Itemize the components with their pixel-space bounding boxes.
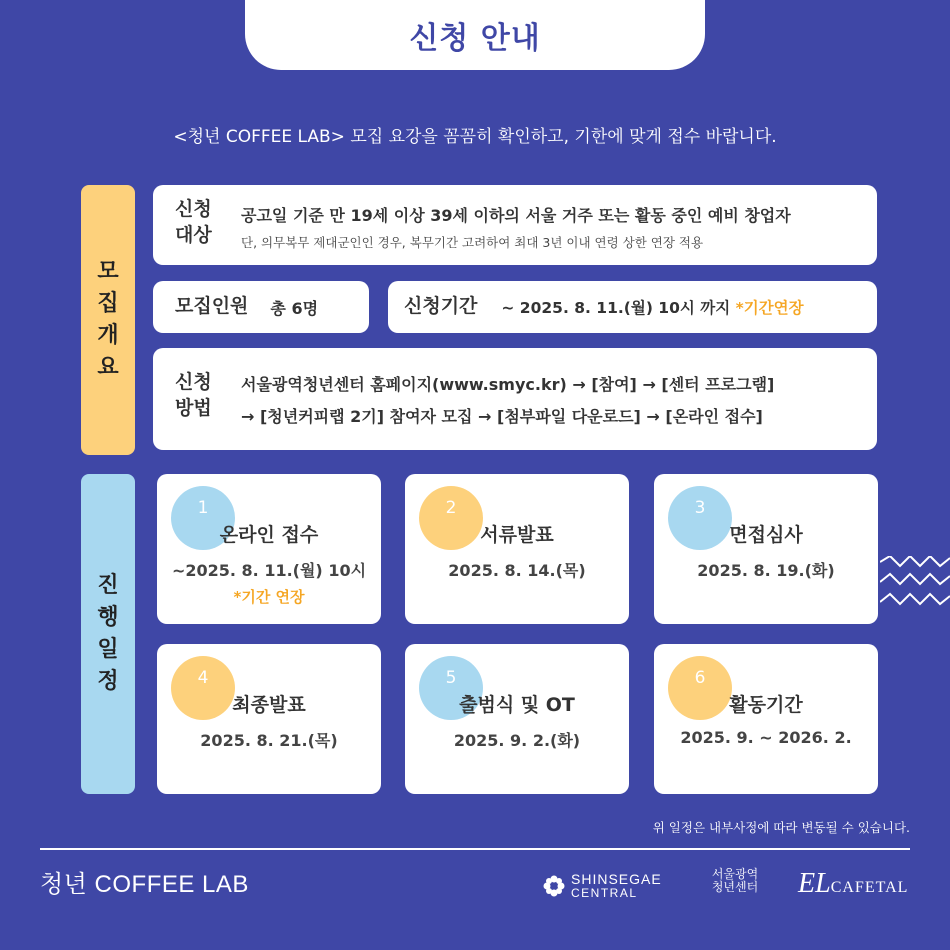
overview-label-char: 개 [97,323,119,348]
overview-label-char: 집 [97,291,119,317]
period-extension: *기간연장 [735,299,804,317]
el-cafetal-logo [798,868,908,900]
count-card [153,281,369,333]
schedule-card-final-result [157,644,381,794]
schedule-card-document-result [405,474,629,624]
step-number-circle: 1 [171,486,235,550]
title-tab [245,0,705,70]
target-heading-line: 대상 [175,223,212,246]
target-heading-line: 신청 [175,198,212,220]
step-title: 면접심사 [729,524,803,546]
smyc-line-1: 서울광역 [711,867,759,881]
schedule-label-char: 진 [97,573,119,599]
schedule-card-online-apply [157,474,381,624]
target-card [153,185,877,265]
shinsegae-central-logo [543,872,662,899]
count-heading: 모집인원 [175,295,249,318]
schedule-label-char: 행 [97,605,119,631]
period-value [501,296,803,318]
smyc-logo [700,868,770,893]
zigzag-decoration-icon [880,556,950,612]
step-date: 2025. 8. 19.(화) [697,561,835,580]
target-heading [175,197,212,248]
method-heading-line: 신청 [175,371,212,393]
step-title: 출범식 및 OT [459,694,575,716]
step-number-circle: 3 [668,486,732,550]
cafetal-initials: EL [798,868,831,899]
schedule-card-interview [654,474,878,624]
method-line-2: → [청년커피랩 2기] 참여자 모집 → [첨부파일 다운로드] → [온라인 접수] [241,407,763,426]
footer-divider [40,848,910,850]
schedule-label-char: 정 [97,668,119,694]
schedule-notice: 위 일정은 내부사정에 따라 변동될 수 있습니다. [652,820,910,835]
brand-logo: 청년 COFFEE LAB [40,871,249,898]
intro-text: <청년 COFFEE LAB> 모집 요강을 꼼꼼히 확인하고, 기한에 맞게 접수 바랍니다. [173,127,777,147]
step-date: 2025. 9. 2.(화) [453,731,581,750]
step-title: 서류발표 [480,524,554,546]
page-title: 신청 안내 [409,21,541,56]
method-card [153,348,877,450]
target-main: 공고일 기준 만 19세 이상 39세 이하의 서울 거주 또는 활동 중인 예비 창업자 [241,206,791,225]
count-value: 총 6명 [270,298,319,318]
cafetal-name: CAFETAL [830,879,909,896]
overview-label [81,185,135,455]
step-number-circle: 6 [668,656,732,720]
step-date: 2025. 8. 14.(목) [448,561,586,580]
step-date: 2025. 8. 21.(목) [200,731,338,750]
overview-label-char: 요 [97,354,119,380]
overview-label-char: 모 [97,259,119,285]
step-title: 활동기간 [729,694,803,716]
step-title: 최종발표 [232,694,306,716]
schedule-label [81,474,135,794]
step-number-circle: 2 [419,486,483,550]
step-number-circle: 5 [419,656,483,720]
flower-icon [543,875,565,897]
shinsegae-line-1: SHINSEGAE [571,871,662,887]
schedule-card-launch-ot [405,644,629,794]
period-card [388,281,877,333]
method-line-1: 서울광역청년센터 홈페이지(www.smyc.kr) → [참여] → [센터 프로그램] [241,375,775,394]
period-heading: 신청기간 [404,295,478,318]
target-sub: 단, 의무복무 제대군인인 경우, 복무기간 고려하여 최대 3년 이내 연령 상한 연장 적용 [241,235,704,250]
step-note: *기간 연장 [233,588,305,606]
method-heading [175,370,212,421]
smyc-line-2: 청년센터 [711,879,759,894]
shinsegae-line-2: CENTRAL [571,885,638,900]
period-date: ~ 2025. 8. 11.(월) 10시 까지 [501,299,731,317]
step-number-circle: 4 [171,656,235,720]
step-date: 2025. 9. ~ 2026. 2. [680,728,852,747]
schedule-card-activity-period [654,644,878,794]
step-title: 온라인 접수 [219,524,319,546]
schedule-label-char: 일 [97,637,119,662]
method-heading-line: 방법 [175,396,212,419]
step-date: ~2025. 8. 11.(월) 10시 [171,561,367,580]
